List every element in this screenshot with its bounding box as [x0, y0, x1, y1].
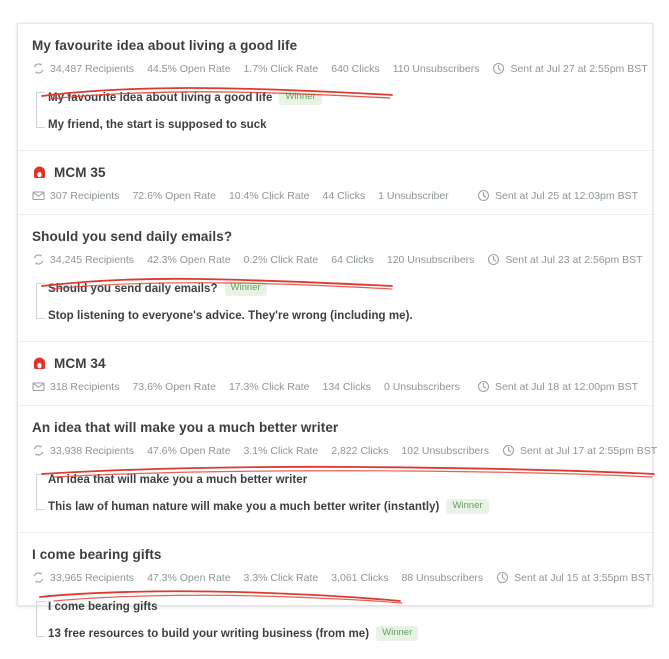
clicks-value: 134 Clicks: [322, 380, 371, 393]
recipients-value: 33,965 Recipients: [50, 571, 135, 584]
stat-unsubscribers: [387, 254, 475, 266]
stat-recipients: [32, 380, 119, 393]
campaign-header[interactable]: [18, 37, 652, 55]
stat-click-rate: [244, 63, 319, 75]
campaign-row[interactable]: [18, 406, 658, 533]
sent-value: Sent at Jul 23 at 2:56pm BST: [505, 253, 643, 266]
subject-row[interactable]: [48, 302, 638, 329]
open-rate-value: 47.3% Open Rate: [147, 571, 231, 584]
campaign-header[interactable]: [18, 164, 652, 182]
campaign-title[interactable]: An idea that will make you a much better writer: [32, 420, 339, 435]
clock-icon: [502, 444, 515, 457]
open-rate-value: 47.6% Open Rate: [147, 444, 231, 457]
stat-sent: [487, 253, 642, 266]
recipients-icon: [32, 444, 45, 457]
click-rate-value: 0.2% Click Rate: [243, 253, 319, 266]
recipients-icon: [32, 62, 45, 75]
stat-recipients: [32, 189, 119, 202]
stat-sent: [496, 571, 651, 584]
subject-row[interactable]: [48, 493, 638, 520]
subject-text: Should you send daily emails?: [48, 282, 218, 295]
campaign-row[interactable]: [18, 342, 652, 406]
recipients-value: 318 Recipients: [50, 380, 120, 393]
click-rate-value: 1.7% Click Rate: [243, 62, 319, 75]
stat-open-rate: [147, 445, 230, 457]
subject-bracket: [36, 474, 45, 510]
clock-icon: [477, 380, 490, 393]
subject-text: Stop listening to everyone's advice. They're wrong (including me).: [48, 309, 413, 322]
subject-bracket: [36, 601, 45, 637]
open-rate-value: 73.6% Open Rate: [132, 380, 216, 393]
open-rate-value: 72.6% Open Rate: [132, 189, 216, 202]
clicks-value: 64 Clicks: [331, 253, 374, 266]
sent-value: Sent at Jul 18 at 12:00pm BST: [494, 380, 638, 393]
unsubscribers-value: 120 Unsubscribers: [386, 253, 475, 266]
subject-text: An idea that will make you a much better writer: [48, 473, 308, 486]
stat-unsubscribers: [384, 381, 460, 393]
campaign-header[interactable]: [18, 419, 652, 437]
campaign-stats: [18, 373, 652, 393]
recipients-value: 34,245 Recipients: [50, 253, 135, 266]
subject-row[interactable]: [48, 620, 638, 647]
clicks-value: 3,061 Clicks: [331, 571, 389, 584]
campaign-row[interactable]: [18, 151, 652, 215]
unsubscribers-value: 88 Unsubscribers: [401, 571, 484, 584]
stat-click-rate: [244, 254, 319, 266]
subject-text: My favourite idea about living a good life: [48, 91, 273, 104]
campaign-header[interactable]: [18, 228, 652, 246]
mcm-icon: [32, 357, 47, 372]
stat-open-rate: [147, 572, 230, 584]
campaign-title[interactable]: My favourite idea about living a good life: [32, 38, 298, 53]
stat-sent: [477, 380, 638, 393]
subject-row[interactable]: [48, 466, 638, 493]
click-rate-value: 10.4% Click Rate: [228, 189, 310, 202]
stat-click-rate: [229, 381, 310, 393]
unsubscribers-value: 0 Unsubscribers: [383, 380, 460, 393]
stat-clicks: [331, 63, 379, 75]
stat-sent: [502, 444, 657, 457]
open-rate-value: 44.5% Open Rate: [147, 62, 231, 75]
subject-row[interactable]: [48, 275, 638, 302]
stat-open-rate: [132, 190, 215, 202]
stat-open-rate: [132, 381, 215, 393]
campaign-title[interactable]: MCM 34: [54, 356, 106, 371]
stat-recipients: [32, 571, 134, 584]
subject-bracket: [36, 92, 45, 128]
stat-clicks: [331, 445, 388, 457]
stat-clicks: [323, 381, 371, 393]
subject-row[interactable]: [48, 593, 638, 620]
campaign-row[interactable]: [18, 215, 652, 342]
recipients-value: 307 Recipients: [50, 189, 120, 202]
subject-text: 13 free resources to build your writing business (from me): [48, 627, 370, 640]
campaign-stats: [18, 182, 652, 202]
subject-text: I come bearing gifts: [48, 600, 158, 613]
stat-click-rate: [244, 572, 319, 584]
campaign-row[interactable]: [18, 24, 652, 151]
stat-unsubscribers: [378, 190, 449, 202]
envelope-icon: [32, 189, 45, 202]
subject-text: My friend, the start is supposed to suck: [48, 118, 267, 131]
subject-bracket: [36, 283, 45, 319]
stat-recipients: [32, 444, 134, 457]
stat-recipients: [32, 253, 134, 266]
campaign-stats: [18, 246, 652, 266]
mcm-icon: [32, 166, 47, 181]
winner-badge: Winner: [279, 90, 321, 105]
campaign-header[interactable]: [18, 355, 652, 373]
click-rate-value: 3.3% Click Rate: [243, 571, 319, 584]
clicks-value: 640 Clicks: [331, 62, 380, 75]
sent-value: Sent at Jul 27 at 2:55pm BST: [510, 62, 648, 75]
click-rate-value: 17.3% Click Rate: [228, 380, 310, 393]
stat-unsubscribers: [401, 445, 489, 457]
subject-text: This law of human nature will make you a much better writer (instantly): [48, 500, 440, 513]
campaign-stats: [18, 564, 652, 584]
campaign-stats: [18, 55, 652, 75]
stat-recipients: [32, 62, 134, 75]
subject-row[interactable]: [48, 84, 638, 111]
stat-clicks: [331, 254, 374, 266]
stat-open-rate: [147, 63, 230, 75]
clock-icon: [477, 189, 490, 202]
subject-lines: [18, 466, 652, 520]
unsubscribers-value: 102 Unsubscribers: [401, 444, 489, 457]
click-rate-value: 3.1% Click Rate: [243, 444, 319, 457]
subject-lines: [18, 593, 652, 647]
recipients-value: 34,487 Recipients: [50, 62, 135, 75]
clock-icon: [487, 253, 500, 266]
stat-clicks: [331, 572, 388, 584]
campaign-title[interactable]: I come bearing gifts: [32, 547, 162, 562]
campaign-stats: [18, 437, 658, 457]
stat-click-rate: [244, 445, 319, 457]
winner-badge: Winner: [446, 499, 488, 514]
recipients-value: 33,938 Recipients: [50, 444, 135, 457]
campaign-list-panel: [17, 23, 658, 640]
stat-open-rate: [147, 254, 230, 266]
recipients-icon: [32, 571, 45, 584]
clock-icon: [496, 571, 509, 584]
winner-badge: Winner: [225, 281, 267, 296]
subject-lines: [18, 275, 652, 329]
winner-badge: Winner: [376, 626, 418, 641]
stat-sent: [492, 62, 647, 75]
campaign-title[interactable]: Should you send daily emails?: [32, 229, 233, 244]
stat-unsubscribers: [401, 572, 483, 584]
sent-value: Sent at Jul 17 at 2:55pm BST: [520, 444, 658, 457]
clicks-value: 2,822 Clicks: [331, 444, 389, 457]
envelope-icon: [32, 380, 45, 393]
clicks-value: 44 Clicks: [322, 189, 366, 202]
stat-sent: [477, 189, 638, 202]
sent-value: Sent at Jul 25 at 12:03pm BST: [494, 189, 638, 202]
subject-row[interactable]: [48, 111, 638, 138]
clock-icon: [492, 62, 505, 75]
unsubscribers-value: 1 Unsubscriber: [378, 189, 449, 202]
campaign-header[interactable]: [18, 546, 652, 564]
stat-clicks: [323, 190, 366, 202]
stat-click-rate: [229, 190, 310, 202]
recipients-icon: [32, 253, 45, 266]
stat-unsubscribers: [393, 63, 480, 75]
subject-lines: [18, 84, 652, 138]
open-rate-value: 42.3% Open Rate: [147, 253, 231, 266]
campaign-title[interactable]: MCM 35: [54, 165, 106, 180]
unsubscribers-value: 110 Unsubscribers: [392, 62, 480, 75]
sent-value: Sent at Jul 15 at 3:55pm BST: [514, 571, 652, 584]
campaign-row[interactable]: [18, 533, 652, 659]
